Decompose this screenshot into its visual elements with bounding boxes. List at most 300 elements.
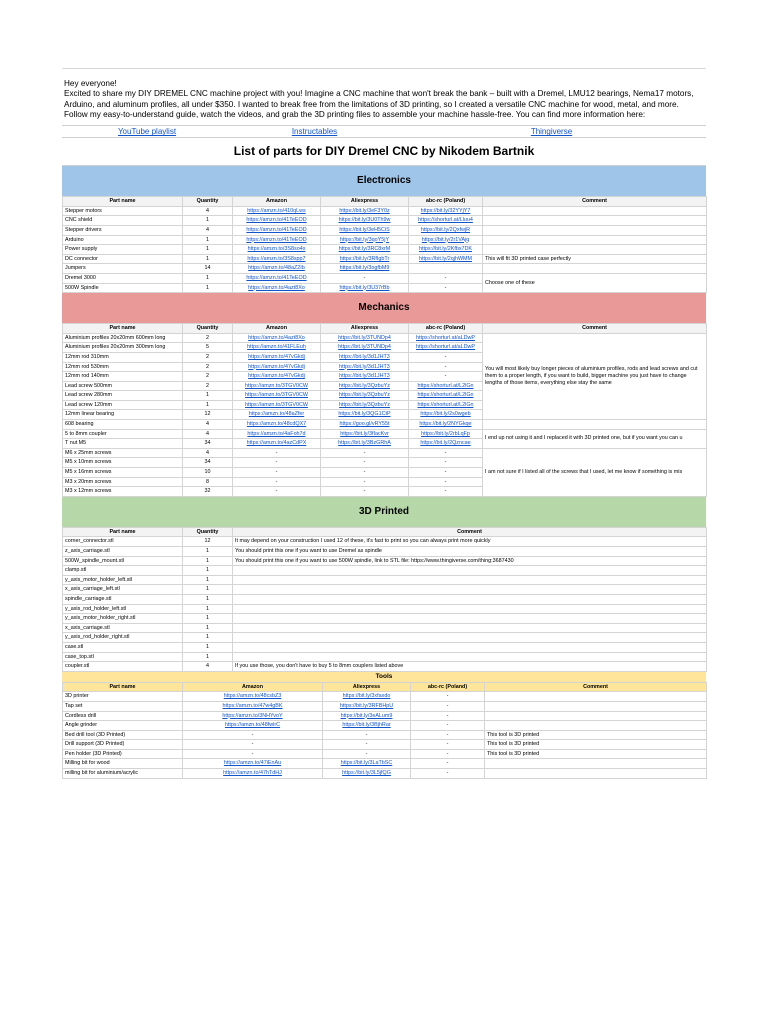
table-row [63, 420, 707, 430]
table-row [63, 225, 707, 235]
col-comment: Comment [483, 197, 707, 207]
amazon-link: - [233, 487, 321, 497]
quantity-cell: 34 [183, 439, 233, 449]
part-name-cell: x_axis_carriage_left.stl [63, 585, 183, 595]
aliexpress-link[interactable]: https://bit.ly/3eH5CiS [321, 225, 409, 235]
aliexpress-link[interactable]: https://bit.ly/3d1JHT3 [321, 362, 409, 372]
part-name-cell: Cordless drill [63, 711, 183, 721]
amazon-link[interactable]: https://amzn.to/3S8so4x [233, 245, 321, 255]
table-row [63, 333, 707, 343]
col-comment: Comment [483, 324, 707, 334]
col-part-name: Part name [63, 324, 183, 334]
abc-rc-link: - [409, 468, 483, 478]
col-amazon: Amazon [233, 197, 321, 207]
quantity-cell: 1 [183, 235, 233, 245]
table-row [63, 749, 707, 759]
table-row [63, 547, 707, 557]
table-row [63, 429, 707, 439]
aliexpress-link[interactable]: https://bit.ly/3d1JHT3 [321, 352, 409, 362]
table-row [63, 721, 707, 731]
part-name-cell: M5 x 10mm screws [63, 458, 183, 468]
aliexpress-link[interactable]: https://bit.ly/3RC8xrM [321, 245, 409, 255]
youtube-cell [62, 126, 232, 137]
part-name-cell: Stepper drivers [63, 225, 183, 235]
comment-cell [233, 585, 707, 595]
abc-rc-link[interactable]: https://bit.ly/32YYjY7 [409, 206, 483, 216]
comment-cell: I end up not using it and I replaced it with 3D printed one, but if you want you can u [483, 429, 707, 448]
abc-rc-link: - [409, 273, 483, 283]
comment-cell [233, 623, 707, 633]
amazon-link[interactable]: https://amzn.to/41FLEuh [233, 343, 321, 353]
part-name-cell: Lead screw 120mm [63, 400, 183, 410]
part-name-cell: 500W_spindle_mount.stl [63, 556, 183, 566]
comment-cell: You will most likely buy longer pieces of aluminium profiles, rods and lead screws and cut them to a proper length, if you want to build, bigger machine you just have to change lengths of those items, everything else stay the same [483, 333, 707, 419]
amazon-link[interactable]: https://amzn.to/48aZfer [233, 410, 321, 420]
abc-rc-link: - [409, 362, 483, 372]
electronics-section-header: Electronics [62, 166, 706, 196]
mechanics-table [62, 323, 707, 497]
comment-cell [485, 711, 707, 721]
part-name-cell: Aluminium profiles 20x20mm 600mm long [63, 333, 183, 343]
mechanics-section-header: Mechanics [62, 293, 706, 323]
part-name-cell: Dremel 3000 [63, 273, 183, 283]
quantity-cell: 1 [183, 556, 233, 566]
part-name-cell: y_axis_rod_holder_right.stl [63, 633, 183, 643]
col-abc-rc: abc-rc (Poland) [409, 324, 483, 334]
comment-cell [485, 721, 707, 731]
table-row [63, 604, 707, 614]
amazon-link[interactable]: https://amzn.to/48fwlrC [183, 721, 323, 731]
quantity-cell: 4 [183, 206, 233, 216]
part-name-cell: 5 to 8mm coupler [63, 429, 183, 439]
part-name-cell: x_axis_carriage.stl [63, 623, 183, 633]
table-row [63, 701, 707, 711]
aliexpress-link[interactable]: https://bit.ly/3RFBHpU [323, 701, 411, 711]
instructables-cell [232, 126, 397, 137]
aliexpress-link[interactable]: https://bit.ly/3ogfbM9 [321, 264, 409, 274]
col-aliexpress: Aliexpress [321, 197, 409, 207]
abc-rc-link[interactable]: https://shorturl.at/aLDwP [409, 333, 483, 343]
amazon-link: - [183, 740, 323, 750]
col-part-name: Part name [63, 682, 183, 692]
aliexpress-link[interactable]: https://bit.ly/3L5jfQG [323, 769, 411, 779]
part-name-cell: Bed drill tool (3D Printed) [63, 730, 183, 740]
quantity-cell: 4 [183, 420, 233, 430]
part-name-cell: CNC shield [63, 216, 183, 226]
part-name-cell: T nut M5 [63, 439, 183, 449]
part-name-cell: corner_connector.stl [63, 537, 183, 547]
part-name-cell: M3 x 12mm screws [63, 487, 183, 497]
part-name-cell: 12mm rod 310mm [63, 352, 183, 362]
part-name-cell: Power supply [63, 245, 183, 255]
quantity-cell: 4 [183, 662, 233, 672]
part-name-cell: Drill support (3D Printed) [63, 740, 183, 750]
quantity-cell: 2 [183, 381, 233, 391]
comment-cell: This tool is 3D printed [485, 749, 707, 759]
quantity-cell: 1 [183, 623, 233, 633]
aliexpress-link[interactable]: https://bit.ly/3QG1CtP [321, 410, 409, 420]
quantity-cell: 12 [183, 537, 233, 547]
amazon-link: - [233, 448, 321, 458]
table-row [63, 692, 707, 702]
quantity-cell: 1 [183, 594, 233, 604]
comment-cell [483, 235, 707, 245]
abc-rc-link: - [409, 458, 483, 468]
amazon-link: - [233, 458, 321, 468]
aliexpress-link[interactable]: https://bit.ly/3QzbuYz [321, 400, 409, 410]
part-name-cell: Stepper motors [63, 206, 183, 216]
amazon-link: - [183, 749, 323, 759]
amazon-link[interactable]: https://amzn.to/41TeEOD [233, 273, 321, 283]
aliexpress-link: - [321, 458, 409, 468]
comment-cell [233, 652, 707, 662]
spreadsheet [62, 68, 706, 779]
quantity-cell: 4 [183, 448, 233, 458]
quantity-cell: 2 [183, 372, 233, 382]
abc-rc-link[interactable]: https://bit.ly/2NYGkqe [409, 420, 483, 430]
abc-rc-link[interactable]: https://bit.ly/2r1VAjq [409, 235, 483, 245]
table-row [63, 623, 707, 633]
quantity-cell: 1 [183, 273, 233, 283]
abc-rc-link[interactable]: https://bit.ly/2QxfwjR [409, 225, 483, 235]
part-name-cell: coupler.stl [63, 662, 183, 672]
aliexpress-link[interactable]: https://bit.ly/3xfaxdo [323, 692, 411, 702]
amazon-link[interactable]: https://amzn.to/47vGkdj [233, 352, 321, 362]
comment-cell: This tool is 3D printed [485, 740, 707, 750]
abc-rc-link[interactable]: https://shorturl.at/L2lGn [409, 381, 483, 391]
part-name-cell: case_top.stl [63, 652, 183, 662]
col-quantity: Quantity [183, 527, 233, 537]
aliexpress-link: - [321, 273, 409, 283]
part-name-cell: Pen holder (3D Printed) [63, 749, 183, 759]
part-name-cell: y_axis_motor_holder_right.stl [63, 614, 183, 624]
aliexpress-link[interactable]: https://bit.ly/3RfIgbTr [321, 254, 409, 264]
table-row [63, 566, 707, 576]
col-comment: Comment [233, 527, 707, 537]
col-part-name: Part name [63, 527, 183, 537]
col-quantity: Quantity [183, 197, 233, 207]
amazon-link: - [233, 468, 321, 478]
part-name-cell: Milling bit for wood [63, 759, 183, 769]
comment-cell [233, 604, 707, 614]
amazon-link: - [233, 477, 321, 487]
quantity-cell: 1 [183, 216, 233, 226]
table-row [63, 448, 707, 458]
intro-text [62, 68, 706, 125]
abc-rc-link: - [409, 352, 483, 362]
part-name-cell: z_axis_carriage.stl [63, 547, 183, 557]
comment-cell [483, 225, 707, 235]
aliexpress-link[interactable]: https://bit.ly/3eF3Y0z [321, 206, 409, 216]
comment-cell [483, 206, 707, 216]
aliexpress-link[interactable]: https://bit.ly/3BjhRar [323, 721, 411, 731]
aliexpress-link[interactable]: https://bit.ly/3BzGRhA [321, 439, 409, 449]
aliexpress-link: - [321, 487, 409, 497]
part-name-cell: 3D printer [63, 692, 183, 702]
abc-rc-link: - [411, 730, 485, 740]
quantity-cell: 2 [183, 333, 233, 343]
table-row [63, 614, 707, 624]
thingiverse-link[interactable]: Thingiverse [530, 127, 573, 137]
quantity-cell: 1 [183, 642, 233, 652]
comment-cell [233, 642, 707, 652]
abc-rc-link[interactable]: https://bit.ly/2s0wgeb [409, 410, 483, 420]
quantity-cell: 34 [183, 458, 233, 468]
abc-rc-link: - [411, 740, 485, 750]
quantity-cell: 4 [183, 429, 233, 439]
table-row [63, 575, 707, 585]
amazon-link[interactable]: https://amzn.to/47hTdHJ [183, 769, 323, 779]
abc-rc-link[interactable]: https://shorturl.at/aLDwP [409, 343, 483, 353]
abc-rc-link: - [409, 487, 483, 497]
tools-section-header: Tools [62, 672, 706, 682]
table-row [63, 662, 707, 672]
table-row [63, 235, 707, 245]
aliexpress-link[interactable]: https://bit.ly/3fIacKvr [321, 429, 409, 439]
quantity-cell: 1 [183, 245, 233, 255]
quantity-cell: 12 [183, 410, 233, 420]
quantity-cell: 1 [183, 400, 233, 410]
part-name-cell: Jumpers [63, 264, 183, 274]
comment-cell: This will fit 3D printed case perfectly [483, 254, 707, 264]
abc-rc-link [409, 264, 483, 274]
amazon-link[interactable]: https://amzn.to/41TeEOD [233, 235, 321, 245]
amazon-link[interactable]: https://amzn.to/47iEnAu [183, 759, 323, 769]
part-name-cell: spindle_carriage.stl [63, 594, 183, 604]
table-row [63, 537, 707, 547]
quantity-cell: 5 [183, 343, 233, 353]
mechanics-header-row [63, 324, 707, 334]
amazon-link[interactable]: https://amzn.to/48csbZ3 [183, 692, 323, 702]
col-part-name: Part name [63, 197, 183, 207]
col-abc-rc: abc-rc (Poland) [411, 682, 485, 692]
aliexpress-link: - [323, 740, 411, 750]
quantity-cell: 10 [183, 468, 233, 478]
youtube-playlist-link[interactable]: YouTube playlist [117, 127, 177, 137]
comment-cell: It may depend on your construction I used 12 of these, it's fast to print so you can always print more quickly [233, 537, 707, 547]
quantity-cell: 1 [183, 254, 233, 264]
tools-header-row [63, 682, 707, 692]
comment-cell [233, 575, 707, 585]
aliexpress-link[interactable]: https://bit.ly/3TUNDp4 [321, 343, 409, 353]
aliexpress-link[interactable]: https://bit.ly/3LaTbSC [323, 759, 411, 769]
page-title: List of parts for DIY Dremel CNC by Nikodem Bartnik [62, 138, 706, 166]
col-amazon: Amazon [233, 324, 321, 334]
table-row [63, 273, 707, 283]
table-row [63, 769, 707, 779]
intro-body: Excited to share my DIY DREMEL CNC machine project with you! Imagine a CNC machine that won't break the bank – built with a Dremel, LMU12 bearings, Nema17 motors, Arduino, and aluminum profiles, all under $350. I wanted to break free from the limitations of 3D printing, so I created a versatile CNC machine for wood, metal, and more. Follow my easy-to-understand guide, watch the videos, and grab the 3D printing files to assemble your machine hassle-free. You can find more information here: [64, 89, 694, 119]
abc-rc-link: - [411, 749, 485, 759]
amazon-link[interactable]: https://amzn.to/4azt8Xo [233, 333, 321, 343]
amazon-link[interactable]: https://amzn.to/4aFoh7d [233, 429, 321, 439]
part-name-cell: Aluminium profiles 20x20mm 300mm long [63, 343, 183, 353]
aliexpress-link[interactable]: https://bit.ly/3U37rBb [321, 283, 409, 293]
part-name-cell: case.stl [63, 642, 183, 652]
quantity-cell: 4 [183, 225, 233, 235]
comment-cell [485, 701, 707, 711]
abc-rc-link: - [411, 692, 485, 702]
comment-cell: If you use those, you don't have to buy 5 to 8mm couplers listed above [233, 662, 707, 672]
table-row [63, 759, 707, 769]
quantity-cell: 2 [183, 352, 233, 362]
abc-rc-link: - [409, 448, 483, 458]
part-name-cell: y_axis_rod_holder_left.stl [63, 604, 183, 614]
amazon-link[interactable]: https://amzn.to/3NHYvoY [183, 711, 323, 721]
printed-table [62, 527, 707, 672]
aliexpress-link[interactable]: https://bit.ly/3QzbuYz [321, 381, 409, 391]
abc-rc-link: - [411, 711, 485, 721]
aliexpress-link: - [321, 477, 409, 487]
abc-rc-link[interactable]: https://bit.ly/2rbLqFp [409, 429, 483, 439]
comment-cell [483, 216, 707, 226]
part-name-cell: 12mm rod 140mm [63, 372, 183, 382]
amazon-link: - [183, 730, 323, 740]
part-name-cell: M5 x 16mm screws [63, 468, 183, 478]
amazon-link[interactable]: https://amzn.to/4azCdPX [233, 439, 321, 449]
abc-rc-link: - [409, 283, 483, 293]
electronics-header-row [63, 197, 707, 207]
quantity-cell: 1 [183, 652, 233, 662]
amazon-link[interactable]: https://amzn.to/410qLws [233, 206, 321, 216]
abc-rc-link[interactable]: https://bit.ly/2Qzncae [409, 439, 483, 449]
comment-cell [233, 566, 707, 576]
table-row [63, 245, 707, 255]
comment-cell [233, 614, 707, 624]
amazon-link[interactable]: https://amzn.to/3TGV0CW [233, 381, 321, 391]
amazon-link[interactable]: https://amzn.to/4azt8Xo [233, 283, 321, 293]
comment-cell [233, 594, 707, 604]
comment-cell: I am not sure if I listed all of the screws that I used, let me know if something is mis [483, 448, 707, 496]
quantity-cell: 32 [183, 487, 233, 497]
part-name-cell: clamp.stl [63, 566, 183, 576]
abc-rc-link: - [411, 759, 485, 769]
part-name-cell: Tap set [63, 701, 183, 711]
abc-rc-link[interactable]: https://bit.ly/2Kfbx7DK [409, 245, 483, 255]
electronics-table [62, 196, 707, 293]
aliexpress-link: - [321, 468, 409, 478]
aliexpress-link[interactable]: https://bit.ly/3eALum9 [323, 711, 411, 721]
comment-cell [483, 264, 707, 274]
part-name-cell: Angle grinder [63, 721, 183, 731]
comment-cell [485, 759, 707, 769]
table-row [63, 633, 707, 643]
instructables-link[interactable]: Instructables [291, 127, 338, 137]
thingiverse-cell [397, 126, 706, 137]
table-row [63, 556, 707, 566]
quantity-cell: 14 [183, 264, 233, 274]
quantity-cell: 1 [183, 547, 233, 557]
table-row [63, 652, 707, 662]
comment-cell [485, 692, 707, 702]
aliexpress-link: - [321, 448, 409, 458]
part-name-cell: DC connector [63, 254, 183, 264]
quantity-cell: 1 [183, 604, 233, 614]
comment-cell: You should print this one if you want to use 500W spindle, link to STL file: https://www.thingiverse.com/thing:3687430 [233, 556, 707, 566]
aliexpress-link[interactable]: https://bit.ly/3TUNDp4 [321, 333, 409, 343]
table-row [63, 740, 707, 750]
amazon-link[interactable]: https://amzn.to/41TeEOD [233, 216, 321, 226]
quantity-cell: 2 [183, 362, 233, 372]
amazon-link[interactable]: https://amzn.to/48cdQX7 [233, 420, 321, 430]
quantity-cell: 1 [183, 614, 233, 624]
col-aliexpress: Aliexpress [321, 324, 409, 334]
abc-rc-link: - [409, 477, 483, 487]
aliexpress-link[interactable]: https://bit.ly/3QzbuYz [321, 391, 409, 401]
abc-rc-link[interactable]: https://bit.ly/2qjhWMM [409, 254, 483, 264]
part-name-cell: M3 x 20mm screws [63, 477, 183, 487]
quantity-cell: 1 [183, 391, 233, 401]
abc-rc-link: - [409, 372, 483, 382]
table-row [63, 730, 707, 740]
aliexpress-link[interactable]: https://bit.ly/3U0Th9w [321, 216, 409, 226]
intro-greeting: Hey everyone! [64, 79, 117, 88]
aliexpress-link[interactable]: https://goo.gl/vRY55t [321, 420, 409, 430]
aliexpress-link[interactable]: https://bit.ly/3qoY5jY [321, 235, 409, 245]
table-row [63, 206, 707, 216]
comment-cell [233, 633, 707, 643]
amazon-link[interactable]: https://amzn.to/48aZ2Ib [233, 264, 321, 274]
abc-rc-link[interactable]: https://shorturl.at/L2lGn [409, 400, 483, 410]
aliexpress-link: - [323, 749, 411, 759]
part-name-cell: 12mm linear bearing [63, 410, 183, 420]
amazon-link[interactable]: https://amzn.to/3TGV0CW [233, 391, 321, 401]
comment-cell [483, 420, 707, 430]
amazon-link[interactable]: https://amzn.to/41TeEOD [233, 225, 321, 235]
amazon-link[interactable]: https://amzn.to/47vGkdj [233, 372, 321, 382]
table-row [63, 264, 707, 274]
part-name-cell: 500W Spindle [63, 283, 183, 293]
part-name-cell: Lead screw 500mm [63, 381, 183, 391]
quantity-cell: 1 [183, 566, 233, 576]
col-abc-rc: abc-rc (Poland) [409, 197, 483, 207]
comment-cell: You should print this one if you want to use Dremel as spindle [233, 547, 707, 557]
table-row [63, 642, 707, 652]
links-row [62, 125, 706, 138]
amazon-link[interactable]: https://amzn.to/47vGkdj [233, 362, 321, 372]
part-name-cell: milling bit for aluminium/acrylic [63, 769, 183, 779]
aliexpress-link: - [323, 730, 411, 740]
comment-cell: This tool is 3D printed [485, 730, 707, 740]
col-amazon: Amazon [183, 682, 323, 692]
quantity-cell: 8 [183, 477, 233, 487]
col-quantity: Quantity [183, 324, 233, 334]
table-row [63, 594, 707, 604]
aliexpress-link[interactable]: https://bit.ly/3d1JHT3 [321, 372, 409, 382]
amazon-link[interactable]: https://amzn.to/47w4gBK [183, 701, 323, 711]
quantity-cell: 1 [183, 575, 233, 585]
table-row [63, 254, 707, 264]
part-name-cell: Lead screw 280mm [63, 391, 183, 401]
abc-rc-link[interactable]: https://shorturl.at/L2lGn [409, 391, 483, 401]
quantity-cell: 1 [183, 283, 233, 293]
comment-cell: Choose one of these [483, 273, 707, 292]
col-aliexpress: Aliexpress [323, 682, 411, 692]
abc-rc-link[interactable]: https://shorturl.at/Lluu4 [409, 216, 483, 226]
table-row [63, 585, 707, 595]
quantity-cell: 1 [183, 633, 233, 643]
part-name-cell: Arduino [63, 235, 183, 245]
comment-cell [483, 245, 707, 255]
part-name-cell: y_axis_motor_holder_left.stl [63, 575, 183, 585]
printed-section-header: 3D Printed [62, 497, 706, 527]
abc-rc-link: - [411, 721, 485, 731]
abc-rc-link: - [411, 769, 485, 779]
amazon-link[interactable]: https://amzn.to/3TGV0CW [233, 400, 321, 410]
amazon-link[interactable]: https://amzn.to/3S8spp7 [233, 254, 321, 264]
part-name-cell: M6 x 25mm screws [63, 448, 183, 458]
comment-cell [485, 769, 707, 779]
col-comment: Comment [485, 682, 707, 692]
